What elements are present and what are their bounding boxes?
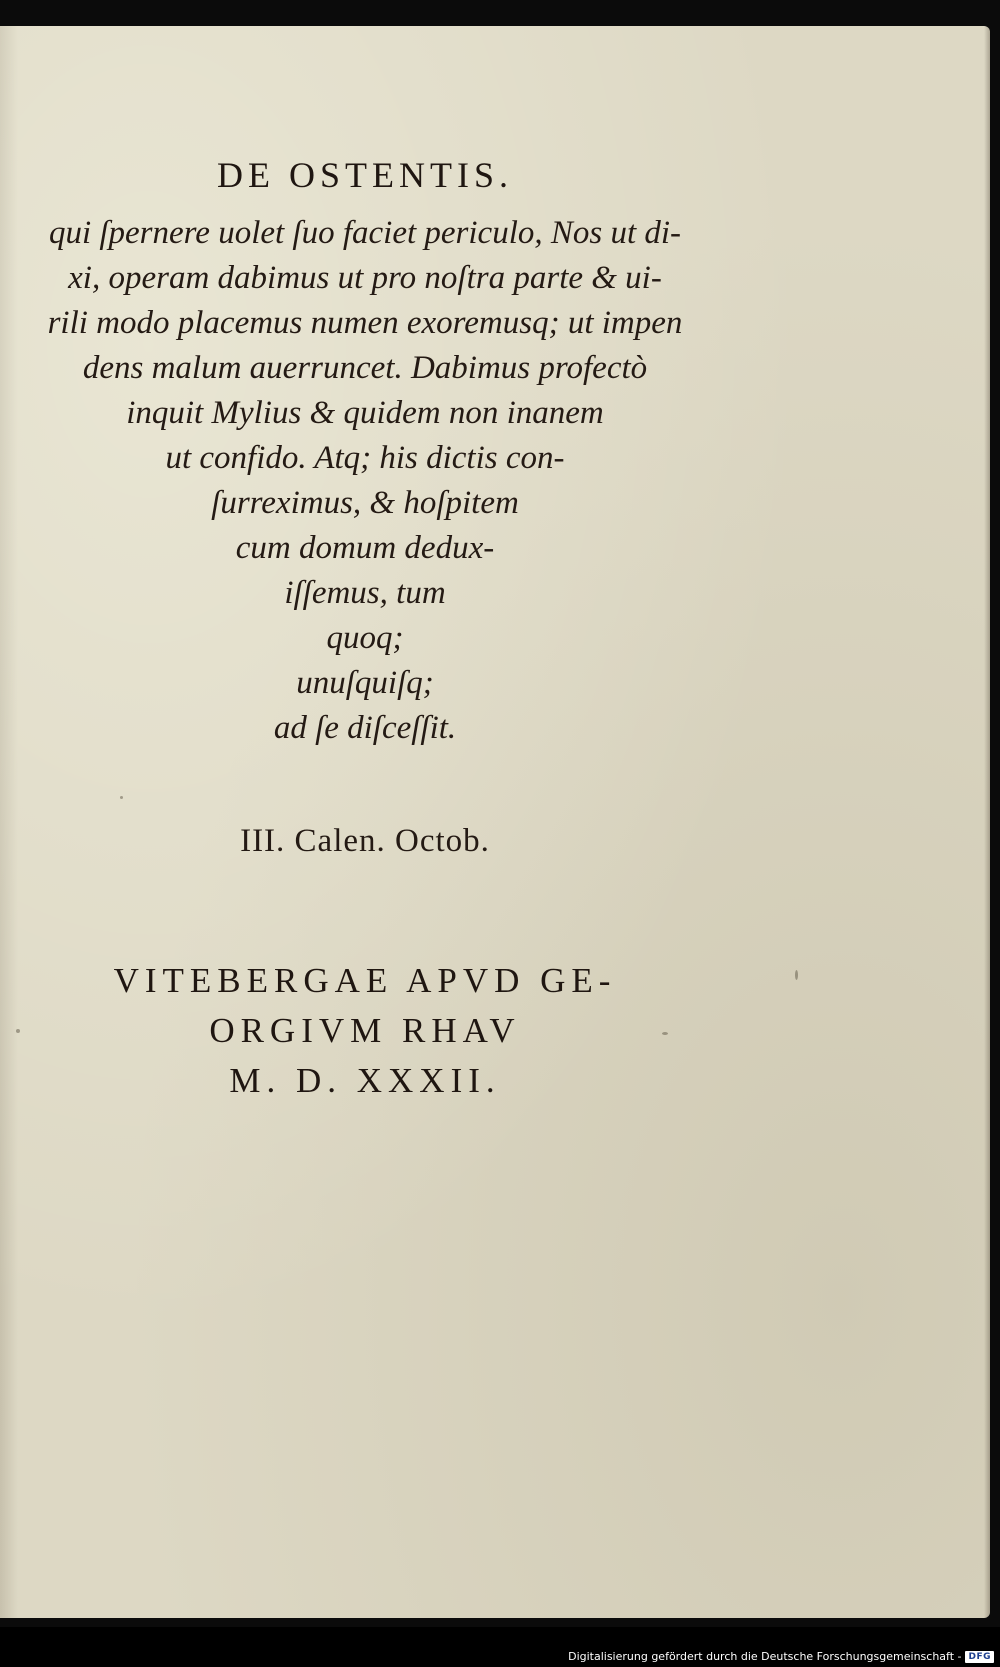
text-line: ut confido. Atq; his dictis con-: [165, 440, 565, 476]
text-line: ſurreximus, & hoſpitem: [211, 485, 519, 521]
dfg-logo-icon: DFG: [965, 1651, 994, 1663]
text-line: qui ſpernere uolet ſuo faciet periculo, Nos ut di-: [48, 215, 682, 251]
text-line: inquit Mylius & quidem non inanem: [126, 395, 604, 431]
colophon-line: ORGIVM RHAV: [209, 1011, 521, 1050]
text-line: quoq;: [326, 620, 404, 656]
colophon-line: VITEBERGAE APVD GE-: [113, 961, 617, 1000]
colophon-line: M. D. XXXII.: [229, 1061, 501, 1100]
text-line: iſſemus, tum: [284, 575, 446, 611]
colophon: [0, 956, 730, 1106]
text-line: dens malum auerruncet. Dabimus profectò: [82, 350, 648, 386]
funding-credit-text: Digitalisierung gefördert durch die Deutsche Forschungsgemeinschaft -: [568, 1650, 962, 1663]
text-line: rili modo placemus numen exoremusq; ut impen: [47, 305, 683, 341]
body-text: [0, 211, 730, 751]
paper-speck: [662, 1032, 668, 1035]
text-line: unuſquiſq;: [296, 665, 434, 701]
paper-speck: [120, 796, 123, 799]
page-edge-shadow: [984, 26, 990, 1618]
paper-speck: [16, 1029, 20, 1033]
running-head: DE OSTENTIS.: [217, 155, 513, 195]
text-line: xi, operam dabimus ut pro noſtra parte & ui-: [68, 260, 662, 296]
footer-bar: [0, 1627, 1000, 1667]
text-line: ad ſe diſceſſit.: [273, 710, 457, 746]
text-block: [0, 26, 730, 1618]
funding-credit: [568, 1650, 994, 1663]
date-line: III. Calen. Octob.: [240, 823, 490, 859]
book-page: [0, 26, 990, 1618]
text-line: cum domum dedux-: [235, 530, 495, 566]
paper-speck: [795, 970, 798, 980]
